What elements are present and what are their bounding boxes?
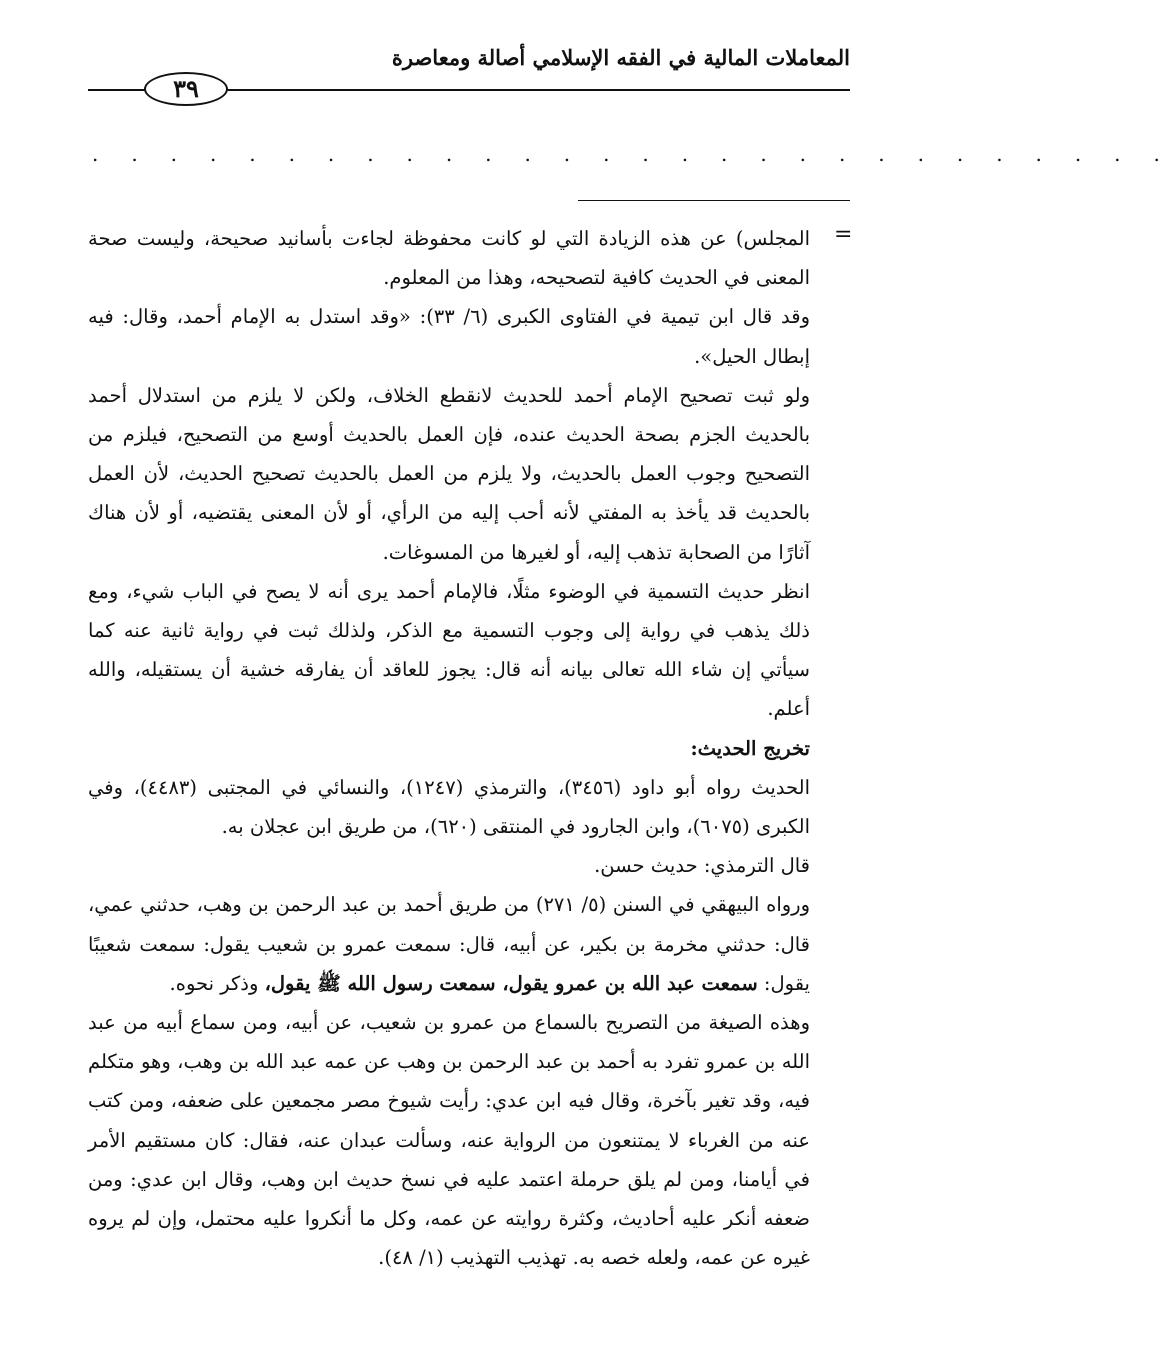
bayhaqi-paragraph — [88, 885, 810, 1003]
tirmidhi-grading: قال الترمذي: حديث حسن. — [594, 854, 810, 878]
continuation-mark: = — [834, 222, 853, 247]
running-title: المعاملات المالية في الفقه الإسلامي أصالة ومعاصرة — [391, 45, 850, 70]
footnote-paragraph: وقد قال ابن تيمية في الفتاوى الكبرى (٦/ ٣٣): «وقد استدل به الإمام أحمد، وقال: فيه إبطال الحيل». — [88, 305, 810, 368]
takhrij-sources: الحديث رواه أبو داود (٣٤٥٦)، والترمذي (١٢٤٧)، والنسائي في المجتبى (٤٤٨٣)، وفي الكبرى (٦٠٧٥)، وابن الجارود في المنتقى (٦٢٠)، من طريق ابن عجلان به. — [88, 775, 810, 839]
footnote-paragraph: المجلس) عن هذه الزيادة التي لو كانت محفوظة لجاءت بأسانيد صحيحة، وليست صحة المعنى في الحديث كافية لتصحيحه، وهذا من المعلوم. — [88, 227, 810, 290]
bayhaqi-chain: ورواه البيهقي في السنن (٥/ ٢٧١) من طريق أحمد بن عبد الرحمن بن وهب، حدثني عمي، قال: حدثني مخرمة بن بكير، عن أبيه، قال: سمعت عمرو بن شعيب يقول: سمعت شعيبًا يقول: — [88, 893, 811, 995]
bayhaqi-bold-quote: سمعت عبد الله بن عمرو يقول، سمعت رسول الله ﷺ يقول، — [264, 971, 758, 995]
footnote-text — [88, 219, 810, 1277]
separator-dots: . . . . . . . . . . . . . . . . . . . . . . . . . . . . — [92, 142, 1173, 166]
footnote-rule — [578, 200, 850, 201]
page-number: ٣٩ — [144, 72, 228, 106]
footnote-paragraph: انظر حديث التسمية في الوضوء مثلًا، فالإمام أحمد يرى أنه لا يصح في الباب شيء، ومع ذلك يذهب في رواية إلى وجوب التسمية مع الذكر، ولذلك ثبت في رواية ثانية عنه كما سيأتي إن شاء الله تعالى بيانه أنه قال: يجوز للعاقد أن يفارقه خشية أن يستقيله، والله أعلم. — [88, 579, 810, 721]
bayhaqi-tail: وذكر نحوه. — [169, 971, 265, 995]
takhrij-heading: تخريج الحديث: — [690, 736, 810, 760]
footnote-paragraph: ولو ثبت تصحيح الإمام أحمد للحديث لانقطع الخلاف، ولكن لا يلزم من استدلال أحمد بالحديث الجزم بصحة الحديث عنده، فإن العمل بالحديث أوسع من التصحيح، فيلزم من التصحيح وجوب العمل بالحديث، ولا يلزم من العمل بالحديث تصحيح الحديث، لأن العمل بالحديث قد يأخذ به المفتي لأنه أحب إليه من الرأي، أو لأن المعنى يقتضيه، أو لأن هناك آثارًا من الصحابة تذهب إليه، أو لغيرها من المسوغات. — [88, 383, 810, 564]
closing-paragraph: وهذه الصيغة من التصريح بالسماع من عمرو بن شعيب، عن أبيه، ومن سماع أبيه من عبد الله بن عمرو تفرد به أحمد بن عبد الرحمن بن وهب عن عمه عبد الله بن وهب، وهو متكلم فيه، وقد تغير بآخرة، وقال فيه ابن عدي: رأيت شيوخ مصر مجمعين على ضعفه، ومن كتب عنه من الغرباء لا يمتنعون من الرواية عنه، وسألت عبدان عنه، فقال: كان مستقيم الأمر في أيامنا، ومن لم يلق حرملة اعتمد عليه في نسخ حديث ابن وهب، وقال ابن عدي: ومن ضعفه أنكر عليه أحاديث، وكثرة روايته عن عمه، وكل ما أنكروا عليه محتمل، وإن لم يروه غيره عن عمه، ولعله خصه به. تهذيب التهذيب (١/ ٤٨). — [88, 1011, 810, 1270]
